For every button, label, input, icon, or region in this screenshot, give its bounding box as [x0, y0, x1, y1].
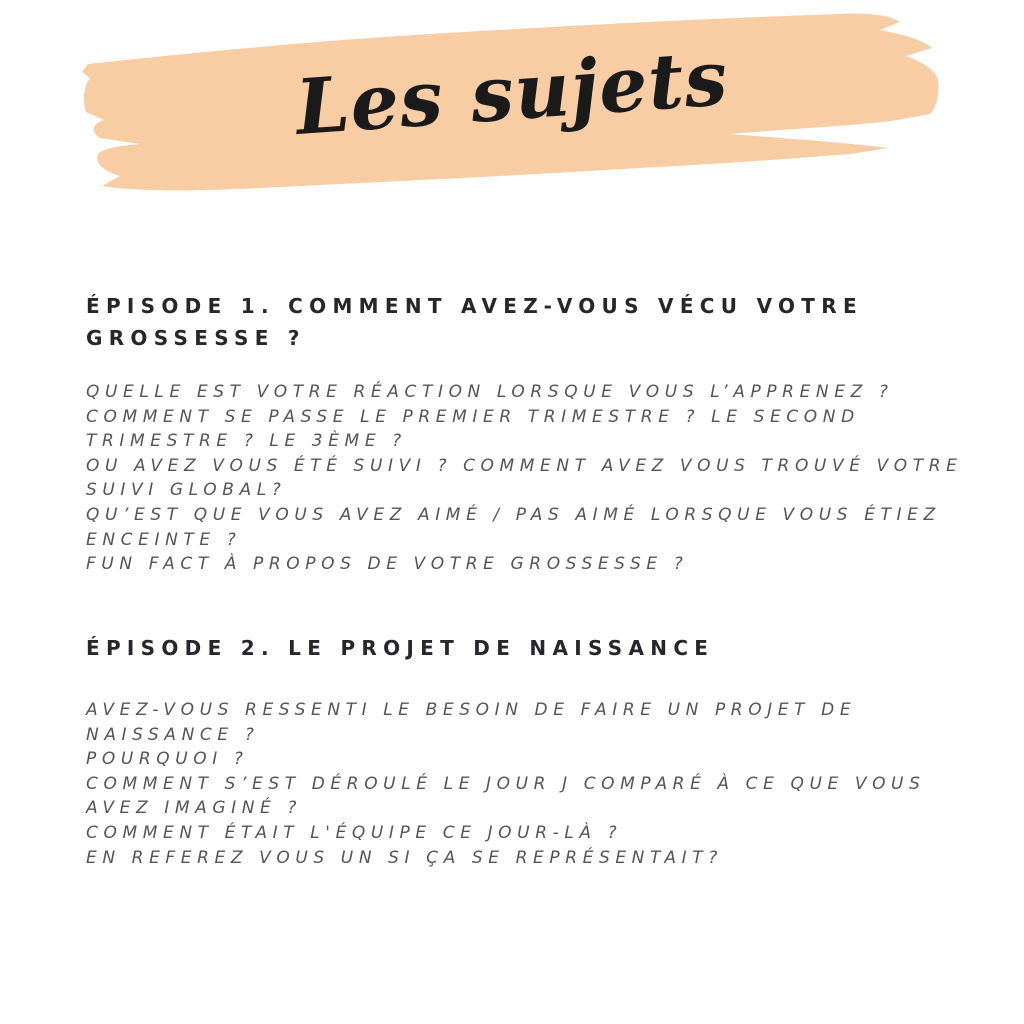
episode-1-section	[86, 290, 966, 577]
question-item: POURQUOI ?	[86, 749, 249, 770]
episode-2-section	[86, 632, 966, 870]
episode-2-question-list	[86, 698, 966, 870]
episode-2-heading: ÉPISODE 2. LE PROJET DE NAISSANCE	[86, 636, 715, 660]
question-item: EN REFEREZ VOUS UN SI ÇA SE REPRÉSENTAIT?	[86, 847, 723, 868]
question-item: QU’EST QUE VOUS AVEZ AIMÉ / PAS AIMÉ LORSQUE VOUS ÉTIEZ ENCEINTE ?	[86, 504, 941, 550]
question-item: COMMENT S’EST DÉROULÉ LE JOUR J COMPARÉ À CE QUE VOUS AVEZ IMAGINÉ ?	[86, 773, 926, 819]
page-title: Les sujets	[293, 33, 731, 152]
episode-1-question-list	[86, 380, 966, 577]
question-item: QUELLE EST VOTRE RÉACTION LORSQUE VOUS L’APPRENEZ ?	[86, 382, 894, 402]
question-item: FUN FACT À PROPOS DE VOTRE GROSSESSE ?	[86, 554, 689, 575]
question-item: OU AVEZ VOUS ÉTÉ SUIVI ? COMMENT AVEZ VOUS TROUVÉ VOTRE SUIVI GLOBAL?	[86, 455, 963, 501]
episode-1-heading: ÉPISODE 1. COMMENT AVEZ-VOUS VÉCU VOTRE GROSSESSE ?	[86, 294, 863, 350]
question-item: COMMENT ÉTAIT L'ÉQUIPE CE JOUR-LÀ ?	[86, 822, 623, 843]
question-item: AVEZ-VOUS RESSENTI LE BESOIN DE FAIRE UN PROJET DE NAISSANCE ?	[86, 700, 857, 745]
question-item: COMMENT SE PASSE LE PREMIER TRIMESTRE ? LE SECOND TRIMESTRE ? LE 3ÈME ?	[86, 406, 860, 452]
